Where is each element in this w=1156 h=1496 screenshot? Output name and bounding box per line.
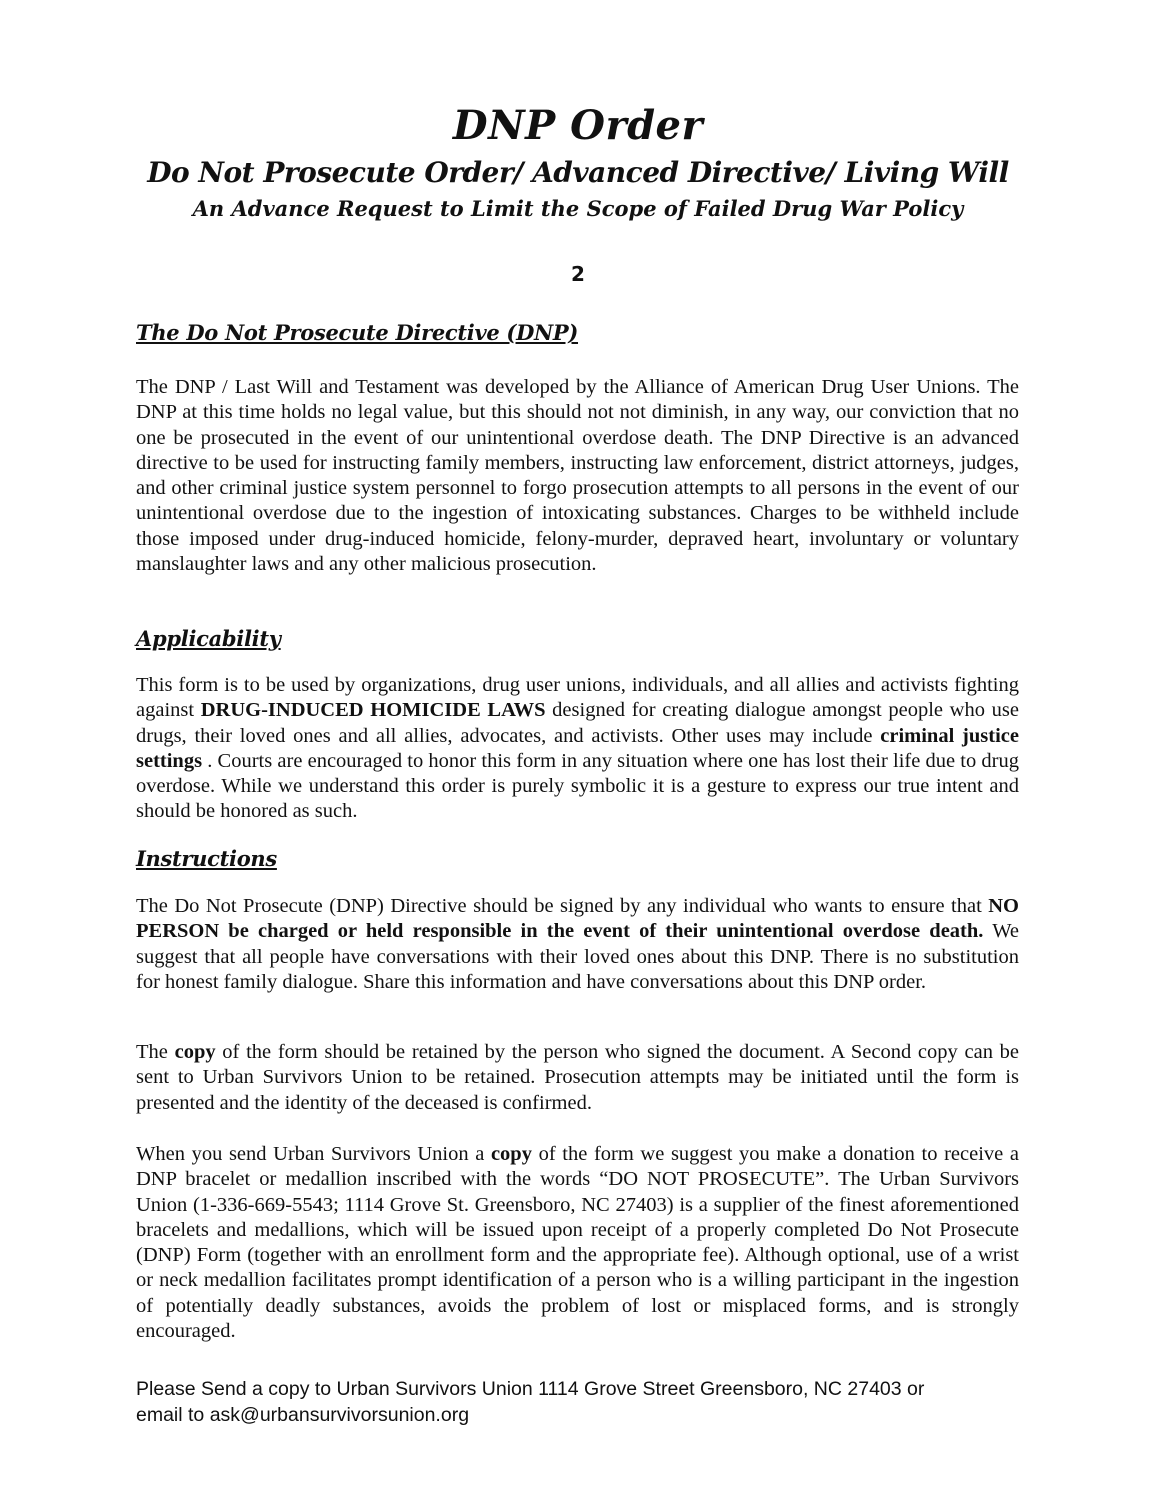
heading-instructions: Instructions — [136, 846, 277, 871]
bold-copy: copy — [174, 1041, 216, 1063]
paragraph-instructions-1: The Do Not Prosecute (DNP) Directive should be signed by any individual who wants to ensure that NO PERSON be charged or held responsible in the event of their unintentional overdose death. We suggest that all people have conversations with their loved ones about this DNP. There is no substitution for honest family dialogue. Share this information and have conversations about this DNP order. — [136, 895, 1019, 993]
heading-dnp-directive: The Do Not Prosecute Directive (DNP) — [136, 320, 579, 345]
footer-address: Please Send a copy to Urban Survivors Union 1114 Grove Street Greensboro, NC 27403 or — [136, 1378, 925, 1400]
page-number: 2 — [571, 262, 585, 286]
paragraph-applicability: This form is to be used by organizations, drug user unions, individuals, and all allies and activists fighting against DRUG-INDUCED HOMICIDE LAWS designed for creating dialogue amongst people who use drugs, their loved ones and all allies, advocates, and activists. Other uses may include criminal justice settings . Courts are encouraged to honor this form in any situation where one has lost their life due to drug overdose. While we understand this order is purely symbolic it is a gesture to express our true intent and should be honored as such. — [136, 674, 1019, 823]
document-subtitle: Do Not Prosecute Order/ Advanced Directive/ Living Will — [147, 156, 1009, 189]
heading-applicability: Applicability — [136, 626, 281, 651]
bold-copy-2: copy — [490, 1143, 532, 1165]
document-tagline: An Advance Request to Limit the Scope of Failed Drug War Policy — [192, 196, 964, 221]
paragraph-instructions-2: The copy of the form should be retained by the person who signed the document. A Second copy can be sent to Urban Survivors Union to be retained. Prosecution attempts may be initiated until the form is presented and the identity of the deceased is confirmed. — [136, 1041, 1020, 1114]
bold-dih-laws: DRUG-INDUCED HOMICIDE LAWS — [200, 699, 546, 722]
footer-email: email to ask@urbansurvivorsunion.org — [136, 1404, 470, 1426]
paragraph-instructions-3: When you send Urban Survivors Union a copy of the form we suggest you make a donation to receive a DNP bracelet or medallion inscribed with the words “DO NOT PROSECUTE”. The Urban Survivors Union (1-336-669-5543; 1114 Grove St. Greensboro, NC 27403) is a supplier of the finest aforementioned bracelets and medallions, which will be issued upon receipt of a properly completed Do Not Prosecute (DNP) Form (together with an enrollment form and the appropriate fee). Although optional, use of a wrist or neck medallion facilitates prompt identification of a person who is a willing participant in the ingestion of potentially deadly substances, avoids the problem of lost or misplaced forms, and is strongly encouraged. — [136, 1143, 1019, 1343]
document-title: DNP Order — [452, 102, 704, 149]
bold-no-person: NO PERSON be charged or held responsible in the event of their unintentional overdose death. — [136, 895, 1019, 943]
paragraph-dnp-directive: The DNP / Last Will and Testament was developed by the Alliance of American Drug User Unions. The DNP at this time holds no legal value, but this should not not diminish, in any way, our conviction that no one be prosecuted in the event of our unintentional overdose death. The DNP Directive is an advanced directive to be used for instructing family members, instructing law enforcement, district attorneys, judges, and other criminal justice system personnel to forgo prosecution attempts to all persons in the event of our unintentional overdose due to the ingestion of intoxicating substances. Charges to be withheld include those imposed under drug-induced homicide, felony-murder, depraved heart, involuntary or voluntary manslaughter laws and any other malicious prosecution. — [136, 376, 1019, 576]
bold-criminal-justice: criminal justice settings — [136, 724, 1019, 772]
